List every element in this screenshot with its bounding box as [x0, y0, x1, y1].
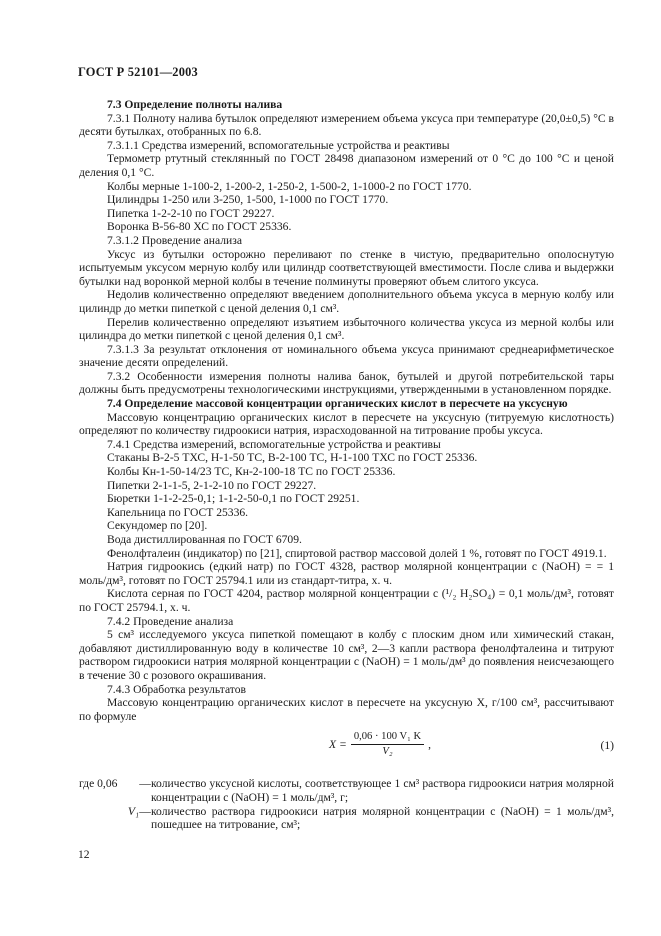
paragraph: Термометр ртутный стеклянный по ГОСТ 28498 диапазоном измерений от 0 °С до 100 °С и ценой деления 0,1 °С. — [79, 152, 614, 179]
paragraph: 7.4.3 Обработка результатов — [107, 682, 246, 696]
paragraph: 7.3.1.1 Средства измерений, вспомогательные устройства и реактивы — [107, 138, 450, 152]
where-item — [79, 805, 614, 832]
paragraph: Секундомер по [20]. — [107, 519, 208, 533]
paragraph: Натрия гидроокись (едкий натр) по ГОСТ 4328, раствор молярной концентрации с (NaOH) = = 1 моль/дм³, готовят по ГОСТ 25794.1 или из стандарт-титра, х. ч. — [79, 560, 614, 587]
paragraph: Перелив количественно определяют изъятием избыточного количества уксуса из мерной колбы или цилиндра до метки пипеткой с ценой деления 0,1 см³. — [79, 315, 614, 343]
paragraph: Колбы мерные 1-100-2, 1-200-2, 1-250-2, 1-500-2, 1-1000-2 по ГОСТ 1770. — [107, 179, 472, 193]
paragraph: Пипетка 1-2-2-10 по ГОСТ 29227. — [107, 206, 275, 220]
where-item — [79, 777, 614, 804]
paragraph: Бюретки 1-1-2-25-0,1; 1-1-2-50-0,1 по ГОСТ 29251. — [107, 492, 360, 506]
where-dash: — — [139, 804, 151, 818]
page-number: 12 — [78, 848, 90, 861]
where-symbol: V₁ — [127, 804, 139, 818]
paragraph: Фенолфталеин (индикатор) по [21], спиртовой раствор массовой долей 1 %, готовят по ГОСТ 4919.1. — [107, 546, 607, 560]
paragraph: Стаканы В-2-5 ТХС, Н-1-50 ТС, В-2-100 ТС, Н-1-100 ТХС по ГОСТ 25336. — [107, 451, 478, 465]
paragraph: Недолив количественно определяют введением дополнительного объема уксуса в мерную колбу или цилиндр до метки пипеткой с ценой деления 0,1 см³. — [79, 288, 614, 315]
formula-numerator: 0,06 · 100 V₁ K — [351, 731, 424, 745]
paragraph: 7.3.1 Полноту налива бутылок определяют измерением объема уксуса при температуре (20,0±0,5) °С в десяти бутылках, отобранных по 6.8. — [79, 111, 614, 139]
paragraph: Уксус из бутылки осторожно переливают по стенке в чистую, предварительно ополоснутую испытуемым уксусом мерную колбу или цилиндр соответствующей вместимости. После слива и выдержки бутылки над воронкой мерной колбы в течение полминуты проверяют объем слитого уксуса. — [79, 247, 614, 288]
formula-fraction — [351, 731, 424, 758]
paragraph: 7.4.2 Проведение анализа — [107, 614, 234, 628]
paragraph: Цилиндры 1-250 или 3-250, 1-500, 1-1000 по ГОСТ 1770. — [107, 193, 389, 207]
formula-number: (1) — [600, 739, 614, 753]
document-header: ГОСТ Р 52101—2003 — [78, 65, 198, 79]
formula-expression — [329, 731, 431, 758]
paragraph: Капельница по ГОСТ 25336. — [107, 505, 249, 519]
formula-trail: , — [428, 738, 432, 752]
paragraph: 7.3.1.2 Проведение анализа — [107, 233, 242, 247]
formula-denominator: V₂ — [382, 746, 393, 758]
paragraph: Кислота серная по ГОСТ 4204, раствор молярной концентрации с (¹/₂ H₂SO₄) = 0,1 моль/дм³, готовят по ГОСТ 25794.1, х. ч. — [79, 587, 614, 614]
paragraph: Массовую концентрацию органических кислот в пересчете на уксусную Х, г/100 см³, рассчитывают по формуле — [79, 696, 614, 723]
paragraph: Пипетки 2-1-1-5, 2-1-2-10 по ГОСТ 29227. — [107, 478, 317, 492]
formula-lhs: X = — [329, 738, 347, 752]
where-definition: количество раствора гидроокиси натрия молярной концентрации с (NaOH) = 1 моль/дм³, пошедшее на титрование, см³; — [151, 804, 614, 832]
where-symbol: где 0,06 — [79, 777, 118, 791]
paragraph: Воронка В-56-80 ХС по ГОСТ 25336. — [107, 220, 292, 234]
section-heading: 7.3 Определение полноты налива — [107, 98, 283, 111]
document-body — [79, 98, 614, 832]
formula-block — [79, 729, 614, 771]
paragraph: 7.3.1.3 За результат отклонения от номинального объема уксуса принимают среднеарифметическое значение десяти определений. — [79, 342, 614, 370]
paragraph-list — [79, 98, 614, 723]
paragraph: 7.4.1 Средства измерений, вспомогательные устройства и реактивы — [107, 437, 441, 451]
section-heading: 7.4 Определение массовой концентрации органических кислот в пересчете на уксусную — [107, 397, 568, 411]
paragraph: 7.3.2 Особенности измерения полноты налива банок, бутылей и другой потребительской тары должны быть предусмотрены технологическими инструкциями, утвержденными в установленном порядке. — [79, 369, 614, 397]
where-dash: — — [139, 777, 151, 791]
paragraph: 5 см³ исследуемого уксуса пипеткой помещают в колбу с плоским дном или химический стакан, добавляют дистиллированную воду в количестве 10 см³, 2—3 капли раствора фенолфталеина и титруют раствором гидроокиси натрия молярной концентрации с (NaOH) = 1 моль/дм³ до появления неисчезающего в течение 30 с розового окрашивания. — [79, 628, 614, 682]
paragraph: Колбы Кн-1-50-14/23 ТС, Кн-2-100-18 ТС по ГОСТ 25336. — [107, 465, 396, 479]
where-definition: количество уксусной кислоты, соответствующее 1 см³ раствора гидроокиси натрия молярной концентрации с (NaOH) = 1 моль/дм³, г; — [151, 777, 614, 804]
paragraph: Массовую концентрацию органических кислот в пересчете на уксусную (титруемую кислотность) определяют по количеству гидроокиси натрия, израсходованной на титрование пробы уксуса. — [79, 410, 614, 438]
paragraph: Вода дистиллированная по ГОСТ 6709. — [107, 533, 302, 546]
